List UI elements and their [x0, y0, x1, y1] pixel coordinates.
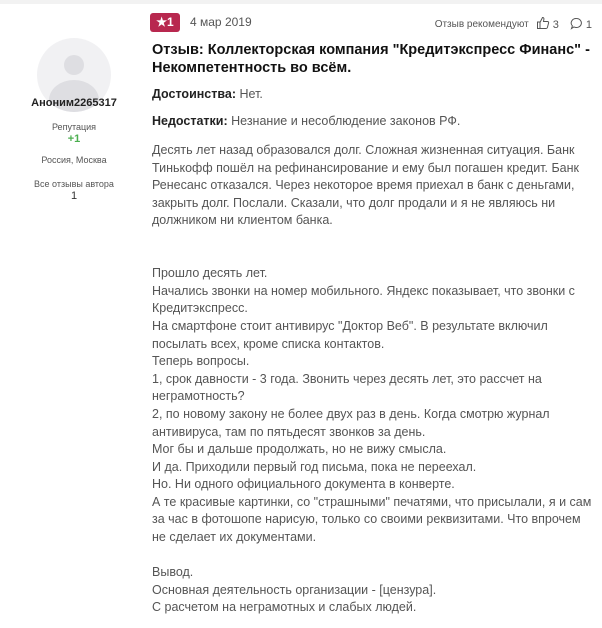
review-body-line: Мог бы и дальше продолжать, но не вижу смысла.: [152, 442, 447, 457]
review-body-line: Теперь вопросы.: [152, 354, 250, 369]
review-body-line: должником ни клиентом банка.: [152, 213, 333, 228]
author-name[interactable]: Аноним2265317: [31, 97, 117, 109]
pros-label: Достоинства:: [152, 87, 237, 101]
review-title: Отзыв: Коллекторская компания "Кредитэкспресс Финанс" - Некомпетентность во всём.: [152, 42, 590, 76]
review-body-line: Вывод.: [152, 565, 194, 580]
review-body-line: Основная деятельность организации - [цензура].: [152, 582, 437, 597]
review-body-line: С расчетом на неграмотных и слабых людей.: [152, 600, 417, 615]
review-body-line: 2, по новому закону не более двух раз в день. Когда смотрю журнал: [152, 406, 550, 421]
review-body-line: Начались звонки на номер мобильного. Яндекс показывает, что звонки с: [152, 283, 575, 298]
review-body-line: антивируса, там по пятьдесят звонков за день.: [152, 424, 426, 439]
review-body-line: [152, 230, 591, 248]
reputation-value: +1: [67, 133, 81, 145]
review-body-line: [152, 248, 591, 266]
avatar-head-icon: [64, 55, 84, 75]
rating-badge: [150, 13, 180, 32]
top-divider: [0, 0, 602, 4]
review-body-line: А те красивые картинки, со "страшными" печатями, что присылали, я и сам: [152, 494, 592, 509]
review-body-line: На смартфоне стоит антивирус "Доктор Веб". В результате включил: [152, 318, 548, 333]
review-date: 4 мар 2019: [190, 15, 252, 29]
review-body-line: Прошло десять лет.: [152, 266, 268, 281]
review-body-line: Десять лет назад образовался долг. Сложная жизненная ситуация. Банк: [152, 143, 575, 157]
recommend-bar: [435, 16, 592, 33]
review-body-line: закрыть долг. Послали. Сказали, что долг продали и я не являюсь ни: [152, 195, 556, 210]
review-body-line: Тинькофф пошёл на рефинансирование и ему был погашен кредит. Банк: [152, 160, 579, 175]
star-icon: ★: [156, 15, 168, 29]
thumbs-up-icon[interactable]: [536, 16, 550, 33]
review-body-line: не сделает их документами.: [152, 530, 317, 545]
review-body-line: посылать всех, кроме списка контактов.: [152, 336, 385, 351]
likes-count: 3: [552, 18, 559, 31]
review-body-line: Ренесанс отказался. Через некоторое время приехал в банк с деньгами,: [152, 178, 575, 193]
rating-value: 1: [167, 15, 174, 29]
all-reviews-link[interactable]: Все отзывы автора: [34, 179, 114, 189]
cons-text: Незнание и несоблюдение законов РФ.: [231, 114, 461, 128]
review-body-line: Кредитэкспресс.: [152, 301, 248, 316]
pros-text: Нет.: [239, 87, 263, 101]
comment-icon[interactable]: [570, 17, 583, 33]
cons-label: Недостатки:: [152, 114, 228, 128]
review-body: [152, 142, 591, 617]
review-body-line: 1, срок давности - 3 года. Звонить через десять лет, это рассчет на: [152, 371, 542, 386]
cons: [152, 114, 460, 128]
review-body-line: за час в фотошопе нарисую, только со своими реквизитами. Что впрочем: [152, 512, 581, 527]
comments-count: 1: [585, 18, 592, 31]
review-body-line: [152, 547, 591, 565]
recommend-label: Отзыв рекомендуют: [434, 19, 529, 30]
review-body-line: Но. Ни одного официального документа в конверте.: [152, 477, 455, 492]
review-body-line: И да. Приходили первый год письма, пока не переехал.: [152, 459, 477, 474]
pros: [152, 87, 263, 101]
reputation-label: Репутация: [51, 122, 97, 132]
review-body-line: неграмотность?: [152, 389, 245, 404]
author-location: Россия, Москва: [41, 155, 107, 165]
all-reviews-count[interactable]: 1: [70, 190, 78, 202]
